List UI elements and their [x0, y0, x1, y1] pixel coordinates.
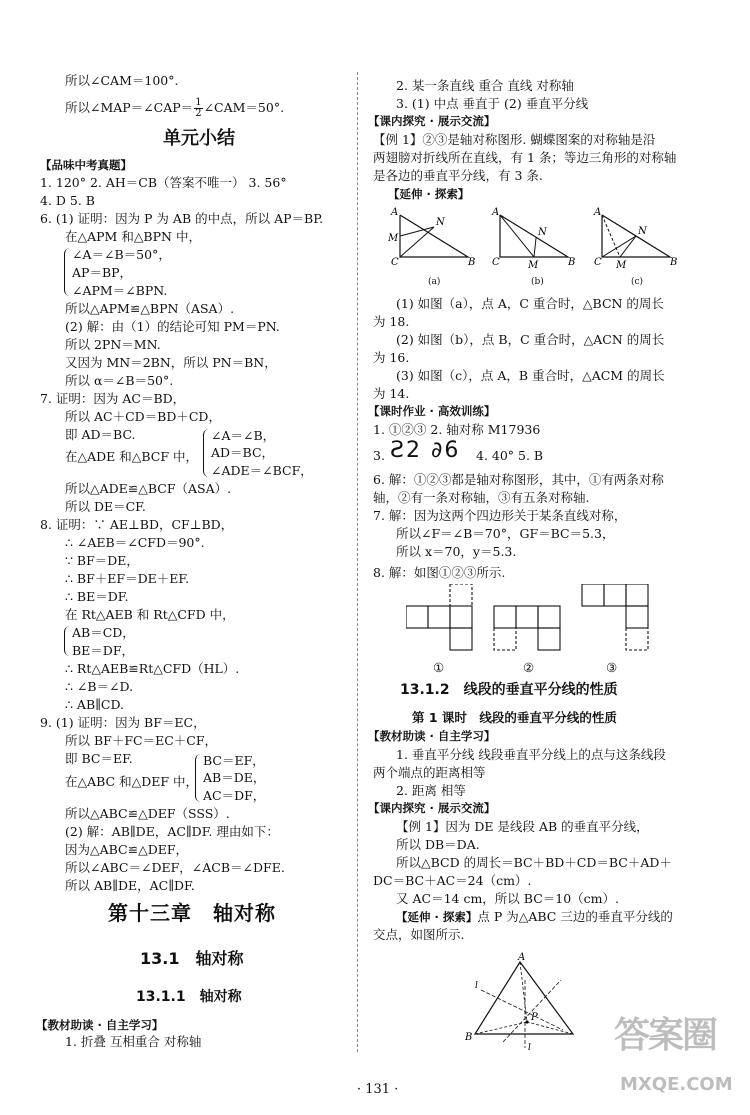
text-line: ∠A＝∠B，: [211, 428, 276, 443]
perpendicular-bisector-figure: [463, 950, 583, 1050]
section-title: 13.1.2 线段的垂直平分线的性质: [400, 682, 618, 698]
figure-caption: ②: [523, 660, 535, 675]
section-title: 13.1 轴对称: [140, 949, 244, 968]
grid-figure-2: [494, 606, 560, 650]
svg-text:B: B: [670, 257, 678, 268]
grid-figure-1: [406, 584, 472, 650]
left-brace: [203, 429, 210, 477]
text-line: ∴ ∠B＝∠D.: [65, 679, 134, 694]
text-line: 又因为 MN＝2BN，所以 PN＝BN，: [65, 355, 277, 370]
fraction-denominator: 2: [195, 108, 202, 119]
text-line: 两翅膀对折线所在直线，有 1 条；等边三角形的对称轴: [373, 150, 677, 165]
text-line: 2. 某一条直线 重合 直线 对称轴: [396, 78, 574, 93]
text-line: ∵ BF＝DE，: [65, 553, 139, 568]
text-line: BC＝EF，: [203, 753, 265, 768]
figure-a: [388, 207, 475, 268]
text-line: (2) 解：AB∥DE，AC∥DF. 理由如下：: [65, 824, 279, 839]
figure-caption: (a): [428, 277, 441, 287]
text-span: ∠CAM＝50°.: [203, 100, 285, 115]
figure-caption: (c): [631, 277, 644, 287]
svg-text:A: A: [518, 952, 526, 963]
text-line: ∴ Rt△AEB≌Rt△CFD（HL）.: [65, 661, 240, 676]
text-line: 又 AC＝14 cm，所以 BC＝10（cm）.: [396, 891, 619, 906]
text-line: 因为△ABC≌△DEF，: [65, 842, 189, 857]
text-line: 所以△ADE≌△BCF（ASA）.: [65, 481, 232, 496]
text-line: 所以 x＝70，y＝5.3.: [396, 544, 517, 559]
svg-text:N: N: [638, 226, 647, 237]
section-tag: 【教材助读 · 自主学习】: [368, 729, 496, 743]
text-line: 轴，②有一条对称轴，③有五条对称轴.: [373, 490, 590, 505]
section-tag: 【延伸 · 探索】: [396, 910, 478, 924]
text-line: ∠APM＝∠BPN.: [72, 283, 168, 298]
text-line: 8. 证明：∵ AE⊥BD，CF⊥BD，: [40, 517, 234, 532]
text-line: 7. 解：因为这两个四边形关于某条直线对称，: [373, 508, 627, 523]
lesson-title: 第 1 课时 线段的垂直平分线的性质: [412, 710, 617, 725]
svg-text:C: C: [594, 257, 602, 268]
watermark-logo: [610, 1015, 740, 1108]
text-line: 即 BC＝EF.: [65, 751, 133, 766]
svg-text:C: C: [391, 257, 399, 268]
text-line: 即 AD＝BC.: [65, 427, 136, 442]
text-line: 1. ①②③ 2. 轴对称 M17936: [373, 422, 541, 437]
text-line: 所以 DE＝CF.: [65, 499, 146, 514]
svg-text:P: P: [531, 1012, 538, 1023]
page-number: · 131 ·: [357, 1082, 399, 1097]
text-line: 为 16.: [373, 350, 410, 365]
subsection-title: 13.1.1 轴对称: [136, 989, 242, 1005]
text-line: 为 18.: [373, 314, 410, 329]
left-brace: [64, 626, 71, 656]
text-line: AD＝BC，: [211, 445, 275, 460]
svg-text:N: N: [538, 227, 547, 238]
text-line: 1. 折叠 互相重合 对称轴: [65, 1034, 202, 1049]
svg-text:A: A: [492, 207, 500, 218]
svg-text:l: l: [475, 981, 478, 991]
text-line: 所以 2PN＝MN.: [65, 337, 161, 352]
left-brace: [64, 248, 71, 296]
text-line: 2. 距离 相等: [396, 783, 466, 798]
figure-caption: (b): [531, 277, 544, 287]
text-line: AB＝DE，: [203, 770, 266, 785]
text-line: 所以 BF＋FC＝EC＋CF，: [65, 733, 217, 748]
text-line: 所以△BCD 的周长＝BC＋BD＋CD＝BC＋AD＋: [396, 855, 672, 870]
text-span: 点 P 为△ABC 三边的垂直平分线的: [477, 909, 673, 924]
text-line: 9. (1) 证明：因为 BF＝EC，: [40, 715, 206, 730]
text-line: ∴ ∠AEB＝∠CFD＝90°.: [65, 535, 205, 550]
section-tag: 【课内探究 · 展示交流】: [368, 801, 496, 815]
text-line: AP＝BP，: [72, 265, 133, 280]
text-line: AC＝DF，: [203, 788, 266, 803]
text-line: (2) 如图（b），点 B，C 重合时，△ACN 的周长: [396, 332, 665, 347]
text-line: 所以∠CAM＝100°.: [65, 73, 179, 88]
svg-text:B: B: [468, 257, 476, 268]
text-line: 6. 解：①②③都是轴对称图形，其中，①有两条对称: [373, 472, 664, 487]
column-divider: [357, 72, 358, 1052]
text-line: 7. 证明：因为 AC＝BD，: [40, 391, 186, 406]
figure-c: [593, 207, 677, 271]
text-line: 3.: [373, 448, 385, 463]
section-tag: 【延伸 · 探索】: [388, 187, 470, 201]
text-line: DC＝BC＋AC＝24（cm）.: [373, 873, 532, 888]
svg-text:M: M: [616, 260, 627, 271]
figure-caption: ③: [606, 660, 618, 675]
text-line: ∴ BF＋EF＝DE＋EF.: [65, 571, 190, 586]
figure-caption: ①: [433, 660, 445, 675]
text-line: 是各边的垂直平分线，有 3 条.: [373, 168, 543, 183]
text-line: BE＝DF，: [72, 643, 135, 658]
text-line: 3. (1) 中点 垂直于 (2) 垂直平分线: [396, 96, 589, 111]
text-line: (2) 解：由（1）的结论可知 PM＝PN.: [65, 319, 280, 334]
text-line: 在△ADE 和△BCF 中，: [65, 449, 199, 464]
svg-text:M: M: [388, 233, 399, 244]
svg-text:B: B: [465, 1032, 473, 1043]
text-line: 8. 解：如图①②③所示.: [373, 565, 506, 580]
section-tag: 【教材助读 · 自主学习】: [36, 1018, 164, 1032]
section-tag: 【品味中考真题】: [40, 158, 132, 172]
text-line: 4. D 5. B: [40, 193, 95, 208]
svg-text:A: A: [594, 207, 602, 218]
svg-text:l: l: [528, 1043, 531, 1050]
text-line: [65, 98, 284, 119]
text-line: ∴ AB∥CD.: [65, 697, 125, 712]
text-line: 所以△ABC≌△DEF（SSS）.: [65, 806, 230, 821]
text-line: ∠ADE＝∠BCF，: [211, 463, 313, 478]
left-brace: [195, 754, 202, 802]
fraction: [194, 98, 202, 119]
text-line: ∴ BE＝DF.: [65, 589, 129, 604]
text-line: 1. 120° 2. AH＝CB（答案不唯一） 3. 56°: [40, 175, 287, 190]
unit-title: 单元小结: [163, 128, 235, 149]
text-line: (1) 如图（a），点 A，C 重合时，△BCN 的周长: [396, 296, 664, 311]
text-line: 所以∠F＝∠B＝70°，GF＝BC＝5.3，: [396, 526, 615, 541]
text-line: 在△ABC 和△DEF 中，: [65, 774, 199, 789]
text-span: 所以∠MAP＝∠CAP＝: [65, 100, 194, 115]
chapter-title: 第十三章 轴对称: [108, 901, 276, 925]
grid-figures: [406, 584, 666, 656]
figure-b: [491, 207, 575, 271]
text-line: 【例 1】因为 DE 是线段 AB 的垂直平分线，: [396, 819, 649, 834]
text-line: 所以∠ABC＝∠DEF，∠ACB＝∠DFE.: [65, 860, 285, 875]
text-line: 1. 垂直平分线 线段垂直平分线上的点与这条线段: [396, 747, 666, 762]
text-line: 6. (1) 证明：因为 P 为 AB 的中点，所以 AP＝BP.: [40, 211, 324, 226]
text-line: 在△APM 和△BPN 中，: [65, 229, 201, 244]
text-line: 【例 1】②③是轴对称图形. 蝴蝶图案的对称轴是沿: [373, 132, 656, 147]
svg-text:M: M: [528, 260, 539, 271]
text-line: 所以 DB＝DA.: [396, 837, 480, 852]
svg-text:B: B: [568, 257, 576, 268]
text-line: 在 Rt△AEB 和 Rt△CFD 中，: [65, 607, 235, 622]
svg-text:N: N: [436, 217, 445, 228]
text-line: [396, 911, 673, 924]
svg-text:A: A: [391, 207, 399, 218]
section-tag: 【课时作业 · 高效训练】: [368, 404, 496, 418]
text-line: 所以 AC＋CD＝BD＋CD，: [65, 409, 221, 424]
text-line: AB＝CD，: [72, 625, 135, 640]
mirror-glyphs: Ƨ2 ∂6: [390, 438, 461, 463]
text-line: 为 14.: [373, 386, 410, 401]
watermark-url: MXQE.COM: [620, 1074, 733, 1095]
svg-text:C: C: [492, 257, 500, 268]
text-line: 所以 AB∥DE，AC∥DF.: [65, 878, 195, 893]
text-line: 两个端点的距离相等: [373, 765, 486, 780]
text-line: (3) 如图（c），点 A，B 重合时，△ACM 的周长: [396, 368, 665, 383]
watermark-text: 答案圈: [614, 1015, 717, 1056]
section-tag: 【课内探究 · 展示交流】: [368, 114, 496, 128]
text-line: 4. 40° 5. B: [476, 448, 544, 463]
fraction-numerator: 1: [195, 97, 202, 108]
text-line: 交点，如图所示.: [373, 927, 465, 942]
text-line: ∠A＝∠B＝50°，: [72, 247, 171, 262]
text-line: 所以△APM≌△BPN（ASA）.: [65, 301, 235, 316]
grid-figure-3: [582, 584, 648, 650]
text-line: 所以 α＝∠B＝50°.: [65, 373, 174, 388]
